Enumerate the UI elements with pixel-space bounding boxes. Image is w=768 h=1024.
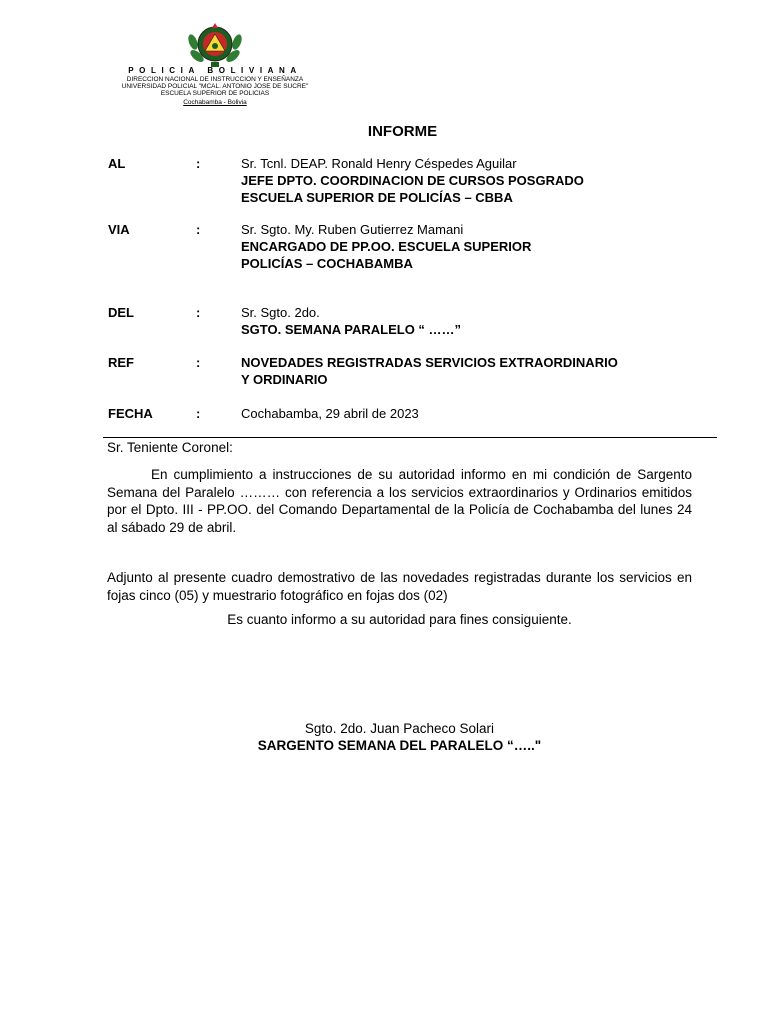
field-del-line2: SGTO. SEMANA PARALELO “ ……” [241,322,462,337]
field-ref-line2: Y ORDINARIO [241,372,328,387]
salutation: Sr. Teniente Coronel: [107,440,233,455]
field-via-colon: : [196,222,201,237]
signature-name: Sgto. 2do. Juan Pacheco Solari [304,721,495,736]
field-via-name: Sr. Sgto. My. Ruben Gutierrez Mamani [241,222,464,237]
police-emblem-icon [187,22,243,70]
field-fecha-label: FECHA [108,406,153,421]
field-del-value [241,304,711,338]
letterhead-line-2: UNIVERSIDAD POLICIAL "MCAL. ANTONIO JOSE DE SUCRE" [121,83,309,90]
field-al-line3: ESCUELA SUPERIOR DE POLICÍAS – CBBA [241,190,513,205]
letterhead-line-3: ESCUELA SUPERIOR DE POLICIAS [160,90,270,97]
letterhead-organization: POLICIA BOLIVIANA [128,66,302,75]
field-ref-value [241,354,711,388]
signature-title: SARGENTO SEMANA DEL PARALELO “….." [257,738,542,753]
field-del-colon: : [196,305,201,320]
field-via-line2: ENCARGADO DE PP.OO. ESCUELA SUPERIOR [241,239,532,254]
field-fecha-colon: : [196,406,201,421]
field-ref-colon: : [196,355,201,370]
field-al-name: Sr. Tcnl. DEAP. Ronald Henry Céspedes Aguilar [241,156,517,171]
letterhead-line-1: DIRECCION NACIONAL DE INSTRUCCION Y ENSEÑANZA [126,76,304,83]
field-via-value [241,221,711,272]
field-al-value [241,155,711,206]
field-fecha-value: Cochabamba, 29 abril de 2023 [241,406,419,421]
field-del-label: DEL [108,305,134,320]
field-del-name: Sr. Sgto. 2do. [241,305,320,320]
field-al-colon: : [196,156,201,171]
field-al-label: AL [108,156,126,171]
header-divider [103,437,717,438]
closing-line: Es cuanto informo a su autoridad para fines consiguiente. [227,612,572,627]
field-ref-line1: NOVEDADES REGISTRADAS SERVICIOS EXTRAORDINARIO [241,355,618,370]
document-title: INFORME [367,123,438,140]
letterhead-location: Cochabamba - Bolivia [183,99,247,106]
body-paragraph-1: En cumplimiento a instrucciones de su autoridad informo en mi condición de Sargento Semana del Paralelo ……… con referencia a los servicios extraordinarios y Ordinarios emitidos por el Dpto. III - PP.OO. del Comando Departamental de la Policía de Cochabamba del lunes 24 al sábado 29 de abril. [107,467,692,535]
field-via-line3: POLICÍAS – COCHABAMBA [241,256,413,271]
field-via-label: VIA [108,222,130,237]
body-paragraph-2: Adjunto al presente cuadro demostrativo de las novedades registradas durante los servicios en fojas cinco (05) y muestrario fotográfico en fojas dos (02) [107,570,692,603]
field-al-line2: JEFE DPTO. COORDINACION DE CURSOS POSGRADO [241,173,584,188]
field-ref-label: REF [108,355,134,370]
